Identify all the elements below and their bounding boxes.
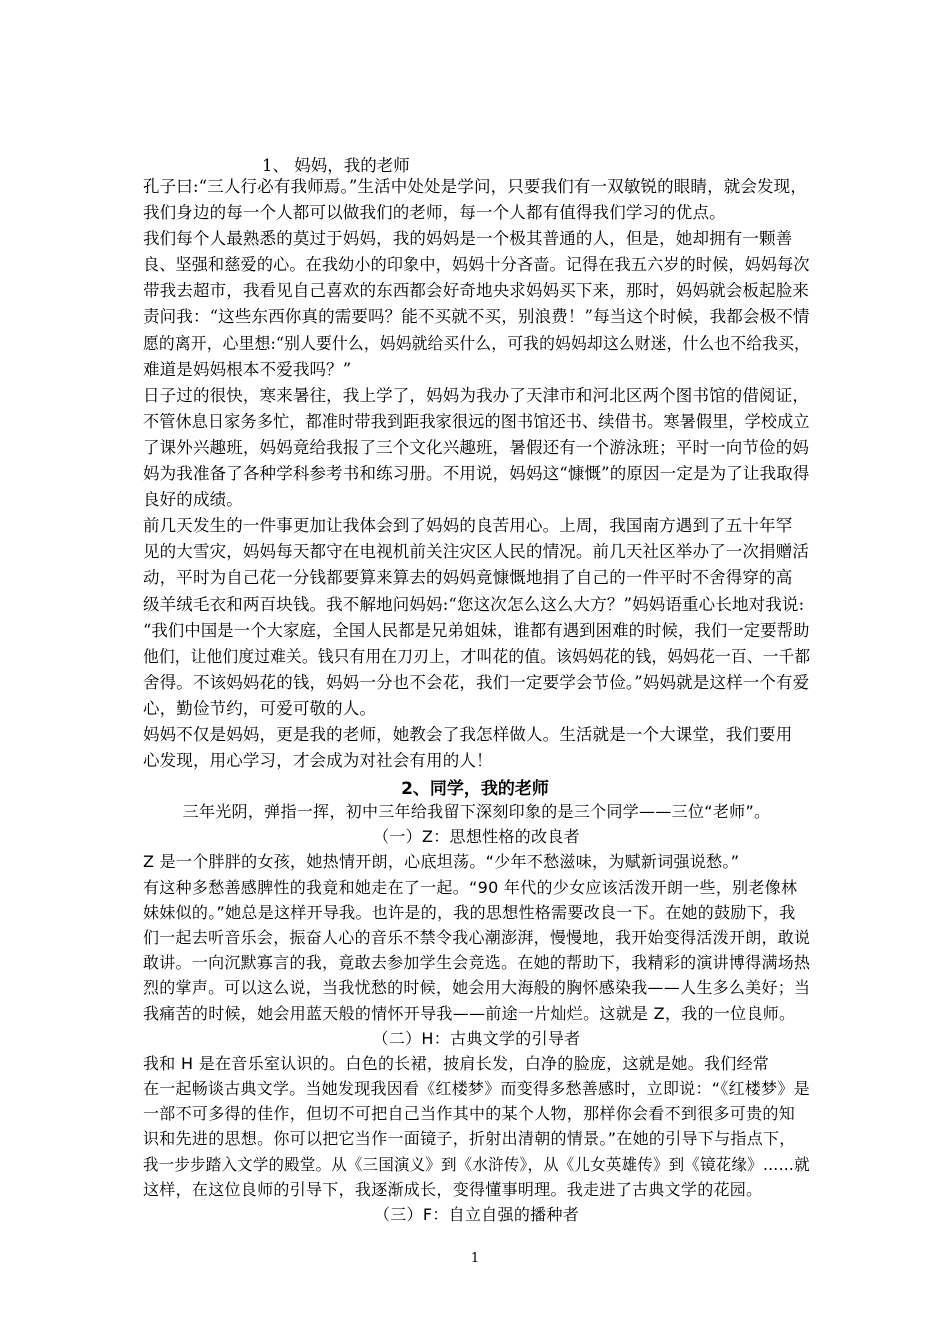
text-line: 妈妈不仅是妈妈，更是我的老师，她教会了我怎样做人。生活就是一个大课堂，我们要用 <box>143 724 793 744</box>
section1-body <box>143 174 810 774</box>
text-line: 烈的掌声。可以这么说，当我忧愁的时候，她会用大海般的胸怀感染我——人生多么美好；当 <box>143 978 811 998</box>
text-line: 级羊绒毛衣和两百块钱。我不解地问妈妈:“您这次怎么这么大方？”妈妈语重心长地对我说: <box>143 594 805 614</box>
text-line: 良、坚强和慈爱的心。在我幼小的印象中，妈妈十分吝啬。记得在我五六岁的时候，妈妈每次 <box>143 255 810 275</box>
text-line: “我们中国是一个大家庭，全国人民都是兄弟姐妹，谁都有遇到困难的时候，我们一定要帮助 <box>143 620 810 640</box>
text-line: 难道是妈妈根本不爱我吗？” <box>143 359 352 379</box>
text-line: 舍得。不该妈妈花的钱，妈妈一分也不会花，我们一定要学会节俭。”妈妈就是这样一个有爱 <box>143 672 810 692</box>
page-number: 1 <box>470 1251 480 1266</box>
text-line: 敢讲。一向沉默寡言的我，竟敢去参加学生会竞选。在她的帮助下，我精彩的演讲博得满场热 <box>143 953 811 973</box>
text-line: 见的大雪灾，妈妈每天都守在电视机前关注灾区人民的情况。前几天社区举办了一次捐赠活 <box>143 542 809 562</box>
section1-title: 1、 妈妈，我的老师 <box>262 156 410 175</box>
text-line: 我一步步踏入文学的殿堂。从《三国演义》到《水浒传》，从《儿女英雄传》到《镜花缘》……就 <box>143 1154 810 1174</box>
section2-body <box>143 799 810 1227</box>
text-line: 这样，在这位良师的引导下，我逐渐成长，变得懂事明理。我走进了古典文学的花园。 <box>143 1179 763 1199</box>
text-line: 心发现，用心学习，才会成为对社会有用的人！ <box>143 751 493 771</box>
text-line: Z 是一个胖胖的女孩，她热情开朗，心底坦荡。“少年不愁滋味，为赋新词强说愁。” <box>143 852 740 872</box>
subheading-f: （三）F：自立自强的播种者 <box>373 1205 580 1224</box>
text-line: 动，平时为自己花一分钱都要算来算去的妈妈竟慷慨地捐了自己的一件平时不舍得穿的高 <box>143 568 793 588</box>
text-line: 我和 H 是在音乐室认识的。白色的长裙，披肩长发，白净的脸庞，这就是她。我们经常 <box>143 1053 770 1073</box>
text-line: 心，勤俭节约，可爱可敬的人。 <box>143 698 377 718</box>
text-line: 了课外兴趣班，妈妈竟给我报了三个文化兴趣班，暑假还有一个游泳班；平时一向节俭的妈 <box>143 437 809 457</box>
text-line: 有这种多愁善感脾性的我竟和她走在了一起。“90 年代的少女应该活泼开朗一些，别老像林 <box>143 877 798 897</box>
text-line: 孔子曰:“三人行必有我师焉。”生活中处处是学问，只要我们有一双敏锐的眼睛，就会发现， <box>143 177 807 196</box>
text-line: 前几天发生的一件事更加让我体会到了妈妈的良苦用心。上周，我国南方遇到了五十年罕 <box>143 516 793 536</box>
text-line: 愿的离开，心里想:“别人要什么，妈妈就给买什么，可我的妈妈却这么财迷，什么也不给我买， <box>143 333 810 353</box>
text-line: 在一起畅谈古典文学。当她发现我因看《红楼梦》而变得多愁善感时，立即说：“《红楼梦》是 <box>143 1079 810 1099</box>
text-line: 妈为我准备了各种学科参考书和练习册。不用说，妈妈这“慷慨”的原因一定是为了让我取得 <box>143 464 810 484</box>
text-line: 妹妹似的。”她总是这样开导我。也许是的，我的思想性格需要改良一下。在她的鼓励下，我 <box>143 902 796 922</box>
section2-title: 2、同学，我的老师 <box>401 779 549 799</box>
text-line: 良好的成绩。 <box>143 490 243 510</box>
text-line: 一部不可多得的佳作，但切不可把自己当作其中的某个人物，那样你会看不到很多可贵的知 <box>143 1104 796 1124</box>
text-line: 他们，让他们度过难关。钱只有用在刀刃上，才叫花的值。该妈妈花的钱，妈妈花一百、一千都 <box>143 646 811 666</box>
text-line: 我们每个人最熟悉的莫过于妈妈，我的妈妈是一个极其普通的人，但是，她却拥有一颗善 <box>143 229 793 249</box>
text-line: 我们身边的每一个人都可以做我们的老师，每一个人都有值得我们学习的优点。 <box>143 203 726 223</box>
text-line: 识和先进的思想。你可以把它当作一面镜子，折射出清朝的情景。”在她的引导下与指点下， <box>143 1129 796 1149</box>
text-line: 不管休息日家务多忙，都准时带我到距我家很远的图书馆还书、续借书。寒暑假里，学校成立 <box>143 411 810 431</box>
text-line: 们一起去听音乐会，振奋人心的音乐不禁令我心潮澎湃，慢慢地，我开始变得活泼开朗，敢说 <box>143 927 811 947</box>
text-line: 日子过的很快，寒来暑往，我上学了，妈妈为我办了天津市和河北区两个图书馆的借阅证， <box>143 385 809 405</box>
text-line: 责问我：“这些东西你真的需要吗？能不买就不买，别浪费！”每当这个时候，我都会极不情 <box>143 307 810 327</box>
subheading-h: （二）H：古典文学的引导者 <box>372 1028 581 1048</box>
subheading-z: （一）Z：思想性格的改良者 <box>373 827 580 847</box>
text-line: 带我去超市，我看见自己喜欢的东西都会好奇地央求妈妈买下来，那时，妈妈就会板起脸来 <box>143 281 809 301</box>
section2-intro: 三年光阴，弹指一挥，初中三年给我留下深刻印象的是三个同学——三位“老师”。 <box>182 802 771 821</box>
text-line: 我痛苦的时候，她会用蓝天般的情怀开导我——前途一片灿烂。这就是 Z，我的一位良师。 <box>143 1003 796 1023</box>
